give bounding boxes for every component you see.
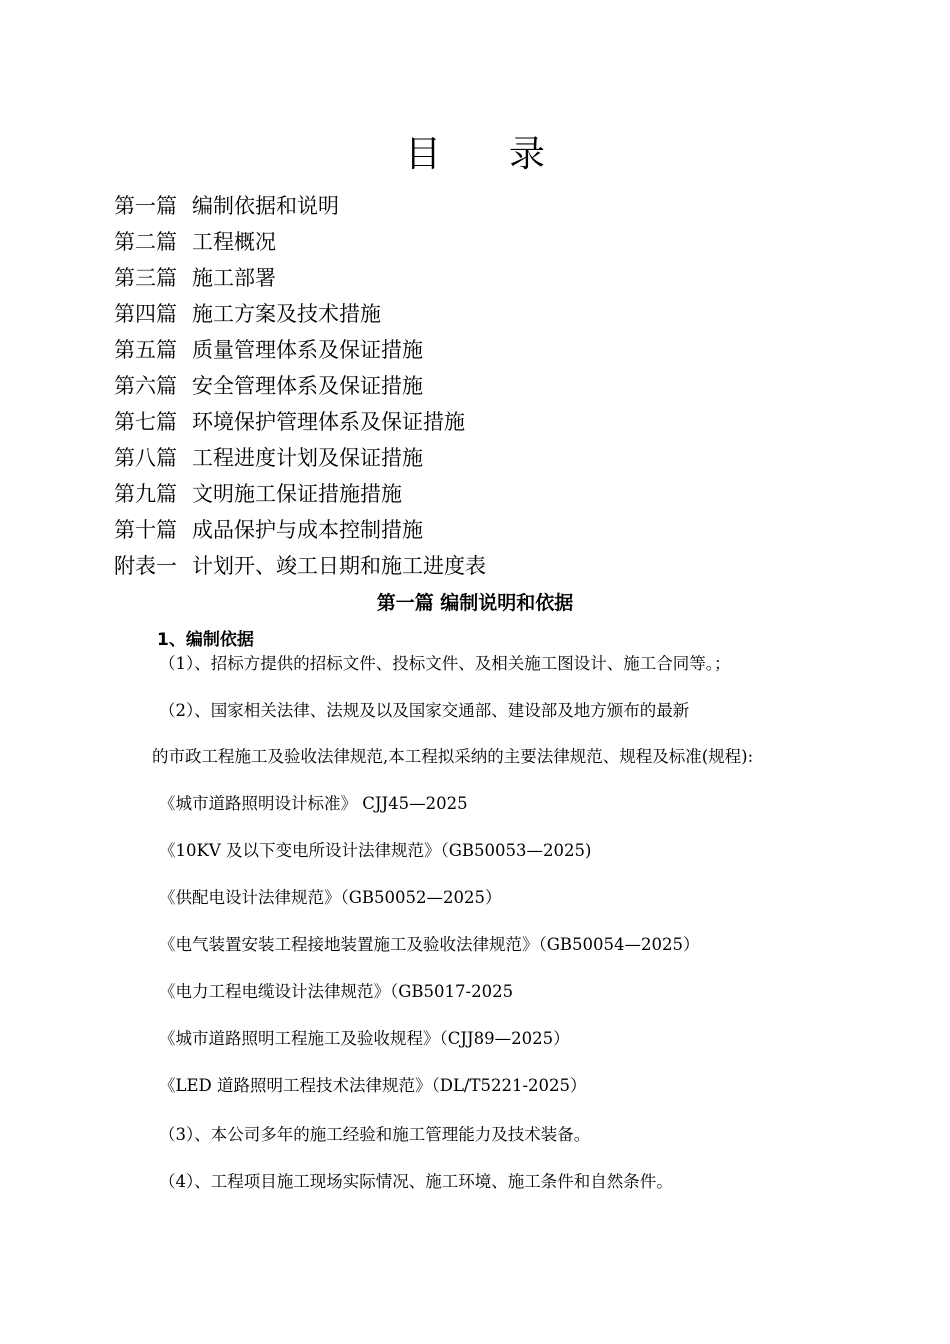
toc-item-number: 第四篇 (114, 302, 177, 326)
toc-title-right: 录 (509, 134, 546, 175)
toc-item-number: 第六篇 (114, 374, 177, 398)
reference-item: 《城市道路照明工程施工及验收规程》（CJJ89—2025） (159, 1029, 570, 1048)
toc-item (114, 260, 486, 296)
toc-item (114, 440, 486, 476)
reference-item: 《电气装置安装工程接地装置施工及验收法律规范》（GB50054—2025） (159, 935, 700, 954)
toc-item (114, 332, 486, 368)
toc-item-text: 环境保护管理体系及保证措施 (192, 410, 465, 434)
section-title: 第一篇 编制说明和依据 (376, 592, 574, 614)
toc-item-number: 第九篇 (114, 482, 177, 506)
paragraph: （3）、本公司多年的施工经验和施工管理能力及技术装备。 (159, 1125, 591, 1144)
table-of-contents (114, 188, 486, 584)
toc-item-number: 第二篇 (114, 230, 177, 254)
toc-item (114, 368, 486, 404)
toc-item-number: 附表一 (114, 554, 177, 578)
reference-item: 《LED 道路照明工程技术法律规范》（DL/T5221-2025） (159, 1076, 587, 1095)
toc-item-text: 编制依据和说明 (192, 194, 339, 218)
toc-item-text: 文明施工保证措施措施 (192, 482, 402, 506)
toc-item (114, 548, 486, 584)
toc-title (0, 126, 950, 177)
toc-item-number: 第十篇 (114, 518, 177, 542)
toc-item (114, 476, 486, 512)
paragraph: （1）、招标方提供的招标文件、投标文件、及相关施工图设计、施工合同等。； (159, 654, 731, 673)
paragraph: （4）、工程项目施工现场实际情况、施工环境、施工条件和自然条件。 (159, 1172, 673, 1191)
reference-item: 《城市道路照明设计标准》 CJJ45—2025 (159, 794, 468, 813)
toc-item-number: 第八篇 (114, 446, 177, 470)
reference-item: 《10KV 及以下变电所设计法律规范》（GB50053—2025) (159, 841, 592, 860)
toc-item-number: 第三篇 (114, 266, 177, 290)
toc-item-text: 工程概况 (192, 230, 276, 254)
reference-item: 《供配电设计法律规范》（GB50052—2025） (159, 888, 502, 907)
toc-item-text: 安全管理体系及保证措施 (192, 374, 423, 398)
toc-item-number: 第五篇 (114, 338, 177, 362)
section-subheading: 1、编制依据 (157, 630, 254, 650)
toc-title-left: 目 (404, 134, 441, 175)
toc-item (114, 404, 486, 440)
toc-item-number: 第一篇 (114, 194, 177, 218)
toc-item-text: 质量管理体系及保证措施 (192, 338, 423, 362)
toc-item-text: 施工方案及技术措施 (192, 302, 381, 326)
paragraph: 的市政工程施工及验收法律规范,本工程拟采纳的主要法律规范、规程及标准(规程): (152, 747, 754, 766)
toc-item (114, 224, 486, 260)
toc-item (114, 296, 486, 332)
toc-item-text: 工程进度计划及保证措施 (192, 446, 423, 470)
reference-item: 《电力工程电缆设计法律规范》（GB5017-2025 (159, 982, 514, 1001)
toc-item-text: 计划开、竣工日期和施工进度表 (192, 554, 486, 578)
paragraph: （2）、国家相关法律、法规及以及国家交通部、建设部及地方颁布的最新 (159, 701, 690, 720)
toc-item-text: 成品保护与成本控制措施 (192, 518, 423, 542)
toc-item-text: 施工部署 (192, 266, 276, 290)
toc-item (114, 188, 486, 224)
toc-item-number: 第七篇 (114, 410, 177, 434)
toc-item (114, 512, 486, 548)
